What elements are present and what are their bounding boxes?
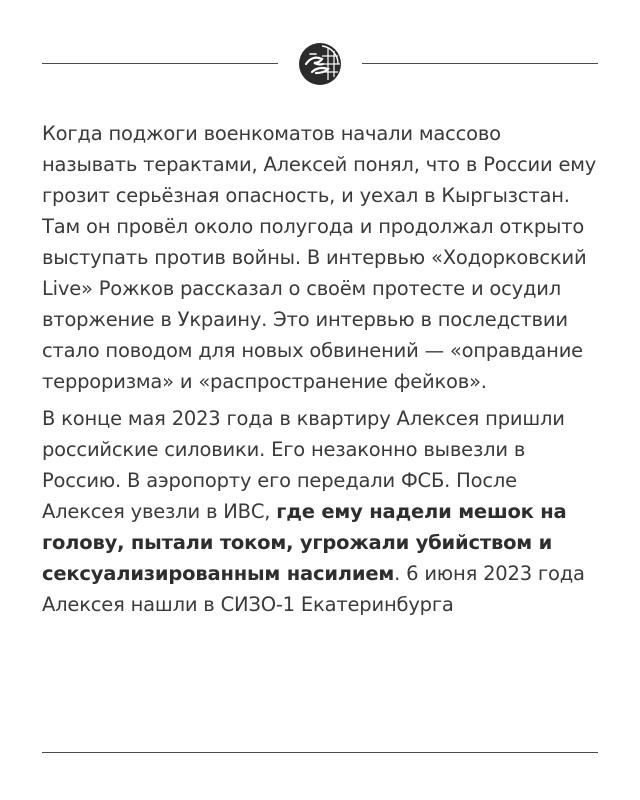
header-divider-right (362, 63, 598, 64)
paragraph-2-text-end: . 6 июня 2023 года Алексея нашли в СИЗО-1 Екатеринбурга (42, 562, 585, 616)
paragraph-1 (42, 118, 602, 397)
header-divider-left (42, 63, 278, 64)
paragraph-1-text: Когда поджоги военкоматов начали массово называть терактами, Алексей понял, что в России ему грозит серьёзная опасность, и уехал в Кыргызстан. Там он провёл около полугода и продолжал открыто выступать против войны. В интервью «Ходорковский Live» Рожков рассказал о своём протесте и осудил вторжение в Украину. Это интервью в последствии стало поводом для новых обвинений — «оправдание терроризма» и «распространение фейков». (42, 122, 597, 393)
article-body (42, 118, 602, 626)
paragraph-2-text-start: В конце мая 2023 года в квартиру Алексея пришли российские силовики. Его незаконно вывезли в Россию. В аэропорту его передали ФСБ. После Алексея увезли в ИВС, (42, 407, 565, 523)
header (0, 32, 640, 96)
footer-divider (42, 752, 598, 753)
hands-globe-icon (298, 42, 342, 86)
paragraph-2-bold-text: где ему надели мешок на голову, пытали током, угрожали убийством и сексуализированным насилием (42, 500, 567, 585)
paragraph-2 (42, 403, 602, 620)
